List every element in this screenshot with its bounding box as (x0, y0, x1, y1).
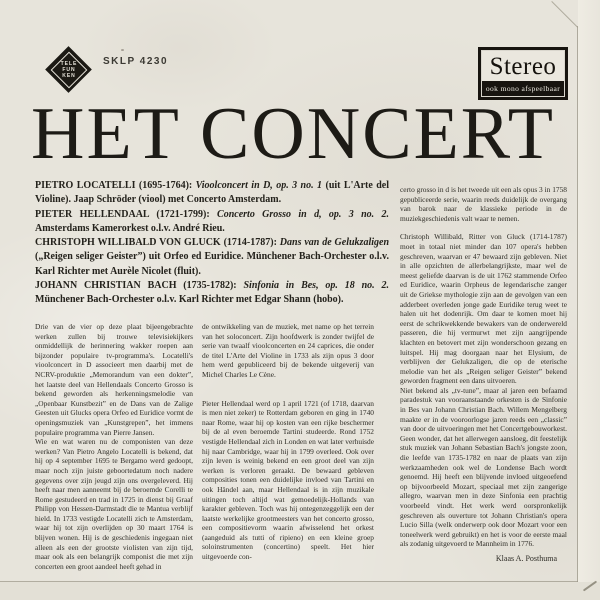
tracklist-entry (35, 279, 389, 308)
body-paragraph: certo grosso in d is het tweede uit een als opus 3 in 1758 gepubliceerde serie, waarin reeds duidelijk de overgang van barok naar de klassieke periode in de muziekgeschiedenis valt waar te nemen. (400, 185, 567, 223)
stereo-subtitle: ook mono afspeelbaar (485, 84, 561, 93)
liner-notes-column-3 (400, 185, 567, 564)
tracklist-text: Münchener Bach-Orchester o.l.v. Karl Richter met Edgar Shann (hobo). (35, 294, 344, 306)
corner-crease (551, 1, 578, 28)
liner-notes-column-2 (202, 322, 374, 562)
tracklist-entry (35, 208, 389, 237)
logo-line: TELE (60, 61, 78, 67)
body-paragraph: Pieter Hellendaal werd op 1 april 1721 (of 1718, daarvan is men niet zeker) te Rotterdam geboren en ging in 1740 naar Rome, waar hij op kosten van een rijke beschermer bij de al even beroemde Tartini studeerde. Rond 1752 vestigde Hellendaal zich in Londen en wat later verhuisde hij naar Cambridge, waar hij in 1799 overleed. Ook over zijn leven is weinig bekend en een groot deel van zijn werken is verloren geraakt. De bewaard gebleven composities tonen een duidelijke invloed van Tartini en ook Händel aan, maar Hellendaal is in zijn muzikale uitingen toch altijd wat gemoedelijk-Hollands van karakter gebleven. Toch was hij ontegenzeggelijk een der laatste werkelijke grootmeesters van het concerto grosso, een compositievorm waarin afwisselend het orkest (aangeduid als tutti of ripieno) en een kleine groep soloinstrumenten (concertino) speelt. Het hier uitgevoerde con- (202, 398, 374, 562)
catalog-number: SKLP 4230 (103, 56, 169, 67)
tracklist-text: PIETER HELLENDAAL (1721-1799): (35, 208, 218, 220)
work-title: Concerto Grosso in d, op. 3 no. 2. (217, 208, 390, 220)
telefunken-logo (45, 46, 93, 94)
body-paragraph: Drie van de vier op deze plaat bijeengebrachte werken zullen bij trouwe televisiekijkers onmiddellijk de herinnering wakker roepen aan bijzonder populaire tv-programma's. Locatelli's vioolconcert in D associeert men daarbij met de NCRV-produktie „Memorandum van een dokter”, het laatste deel van Hellendaals Concerto Grosso is bekend geworden als herkenningsmelodie van „Openbaar Kunstbezit” en de Dans van de Zalige Geesten uit Glucks opera Orfeo ed Euridice vormt de openingsmuziek van „Kunstgrepen”, het immens populaire programma van Pierre Jansen. (35, 322, 193, 437)
logo-line: FUN (62, 67, 76, 73)
stereo-label: Stereo (482, 51, 564, 81)
logo-wordmark (45, 46, 93, 94)
body-paragraph: Christoph Willibald, Ritter von Gluck (1714-1787) moet in totaal niet minder dan 107 opera's hebben geschreven, waarvan er 47 bewaard zijn gebleven. Niet in alle opzichten de allerbelangrijkste, maar wel de meest geliefde daarvan is de uit 1762 stammende Orfeo ed Euridice, waarin Orpheus de legendarische zanger uit de Griekse mythologie zijn aan de gevolgen van een adderbeet overleden jonge gade Euridike terug weet te halen uit het dodenrijk. Om daar te komen moet hij eerst de schrikwekkende bewakers van de onderwereld passeren, die hij vermurwt met zijn aangrijpende klachten en betovert met zijn wonderschoon gezang en luitspel. Hij mag doorgaan naar het Elysium, de verblijven der Gelukzaligen, die op de eterische melodie van het als „Reigen seliger Geister” bekend geworden fragment een dans uitvoeren. (400, 232, 567, 386)
paper-speck (121, 49, 124, 51)
tracklist-entry (35, 236, 389, 279)
tracklist-entry (35, 179, 389, 208)
sleeve-right-flap (578, 0, 600, 600)
stereo-badge-frame (481, 50, 565, 97)
column-paragraphs (400, 185, 567, 549)
logo-line: KEN (62, 73, 76, 79)
liner-notes-column-1 (35, 322, 193, 571)
author-signature: Klaas A. Posthuma (495, 553, 557, 563)
tracklist (35, 179, 389, 308)
tracklist-text: (uit L'Arte del Violine). Jaap Schröder (viool) met Concerto Amsterdam. (35, 180, 389, 206)
album-title: HET CONCERT (31, 93, 555, 175)
tracklist-text: PIETRO LOCATELLI (1695-1764): (35, 180, 196, 191)
tracklist-text: („Reigen seliger Geister”) uit Orfeo ed Euridice. Münchener Bach-Orchester o.l.v. Karl Richter met Aurèle Nicolet (fluit). (35, 251, 389, 277)
sleeve-fold-vertical (577, 26, 578, 582)
tracklist-text: Amsterdams Kamerorkest o.l.v. André Rieu. (35, 222, 225, 234)
work-title: Dans van de Gelukzaligen (279, 237, 390, 249)
column-paragraphs (202, 322, 374, 562)
work-title: Sinfonia in Bes, op. 18 no. 2. (243, 280, 389, 292)
body-paragraph: de ontwikkeling van de muziek, met name op het terrein van het soloconcert. Zijn hoofdwerk is zonder twijfel de serie van twaalf vioolconcerten en 24 caprices, die onder de titel L'Arte del Violine in 1733 als zijn opus 3 door hem werd gepubliceerd bij de bekende uitgeverij van Michel Charles Le Cène. (202, 322, 374, 379)
body-paragraph: Wie en wat waren nu de componisten van deze werken? Van Pietro Angelo Locatelli is bekend, dat hij op 4 september 1695 te Bergamo werd gedoopt, maar noch zijn juiste geboortedatum noch nadere gegevens over zijn jeugd zijn ons overgeleverd. Hij heeft naar men aanneemt bij de beroemde Corelli te Rome gestudeerd en trad in 1725 in dienst bij Graaf Philipp von Hessen-Darmstadt die te Mantua verblijf hield. In 1733 vestigde Locatelli zich te Amsterdam, waar hij tot zijn overlijden op 30 maart 1764 is blijven wonen. Hij is de geschiedenis ingegaan niet alleen als een der grootste violisten van zijn tijd, maar ook als een belangrijk componist die met zijn concerten een groot aandeel heeft gehad in (35, 437, 193, 571)
column-paragraphs (35, 322, 193, 571)
sleeve-fold-horizontal (0, 581, 578, 582)
tracklist-text: CHRISTOPH WILLIBALD VON GLUCK (1714-1787): (35, 237, 280, 249)
tracklist-text: JOHANN CHRISTIAN BACH (1735-1782): (35, 280, 244, 292)
sleeve-bottom-flap (0, 582, 600, 600)
body-paragraph: Niet bekend als „tv-tune”, maar al jaren een befaamd paradestuk van vooraanstaande orkesten is de Sinfonie in Bes van Johann Christian Bach. Willem Mengelberg maakte er in de vooroorlogse jaren reeds een „classic” van door de uitvoeringen met het Concertgebouworkest. Geen wonder, dat het allerwegen aansloeg, dit feestelijk stuk muziek van Johann Sebastian Bach's jongste zoon, die leefde van 1735-1782 en naar de plaats van zijn werkzaamheden ook wel de Londense Bach wordt genoemd. Hij heeft een blijvende invloed uitgeoefend op bijvoorbeeld Mozart, speciaal met zijn zangerige allegro, waarvan men in deze Sinfonia een prachtig voorbeeld vindt. Het werk werd oorspronkelijk geschreven als ouverture tot Johann Christian's opera Lucio Silla (welk onderwerp ook door Mozart voor een toneelwerk werd gebruikt) en het is voor de eerste maal als zodanig uitgevoerd te Mannheim in 1776. (400, 385, 567, 549)
work-title: Vioolconcert in D, op. 3 no. 1 (195, 180, 323, 191)
